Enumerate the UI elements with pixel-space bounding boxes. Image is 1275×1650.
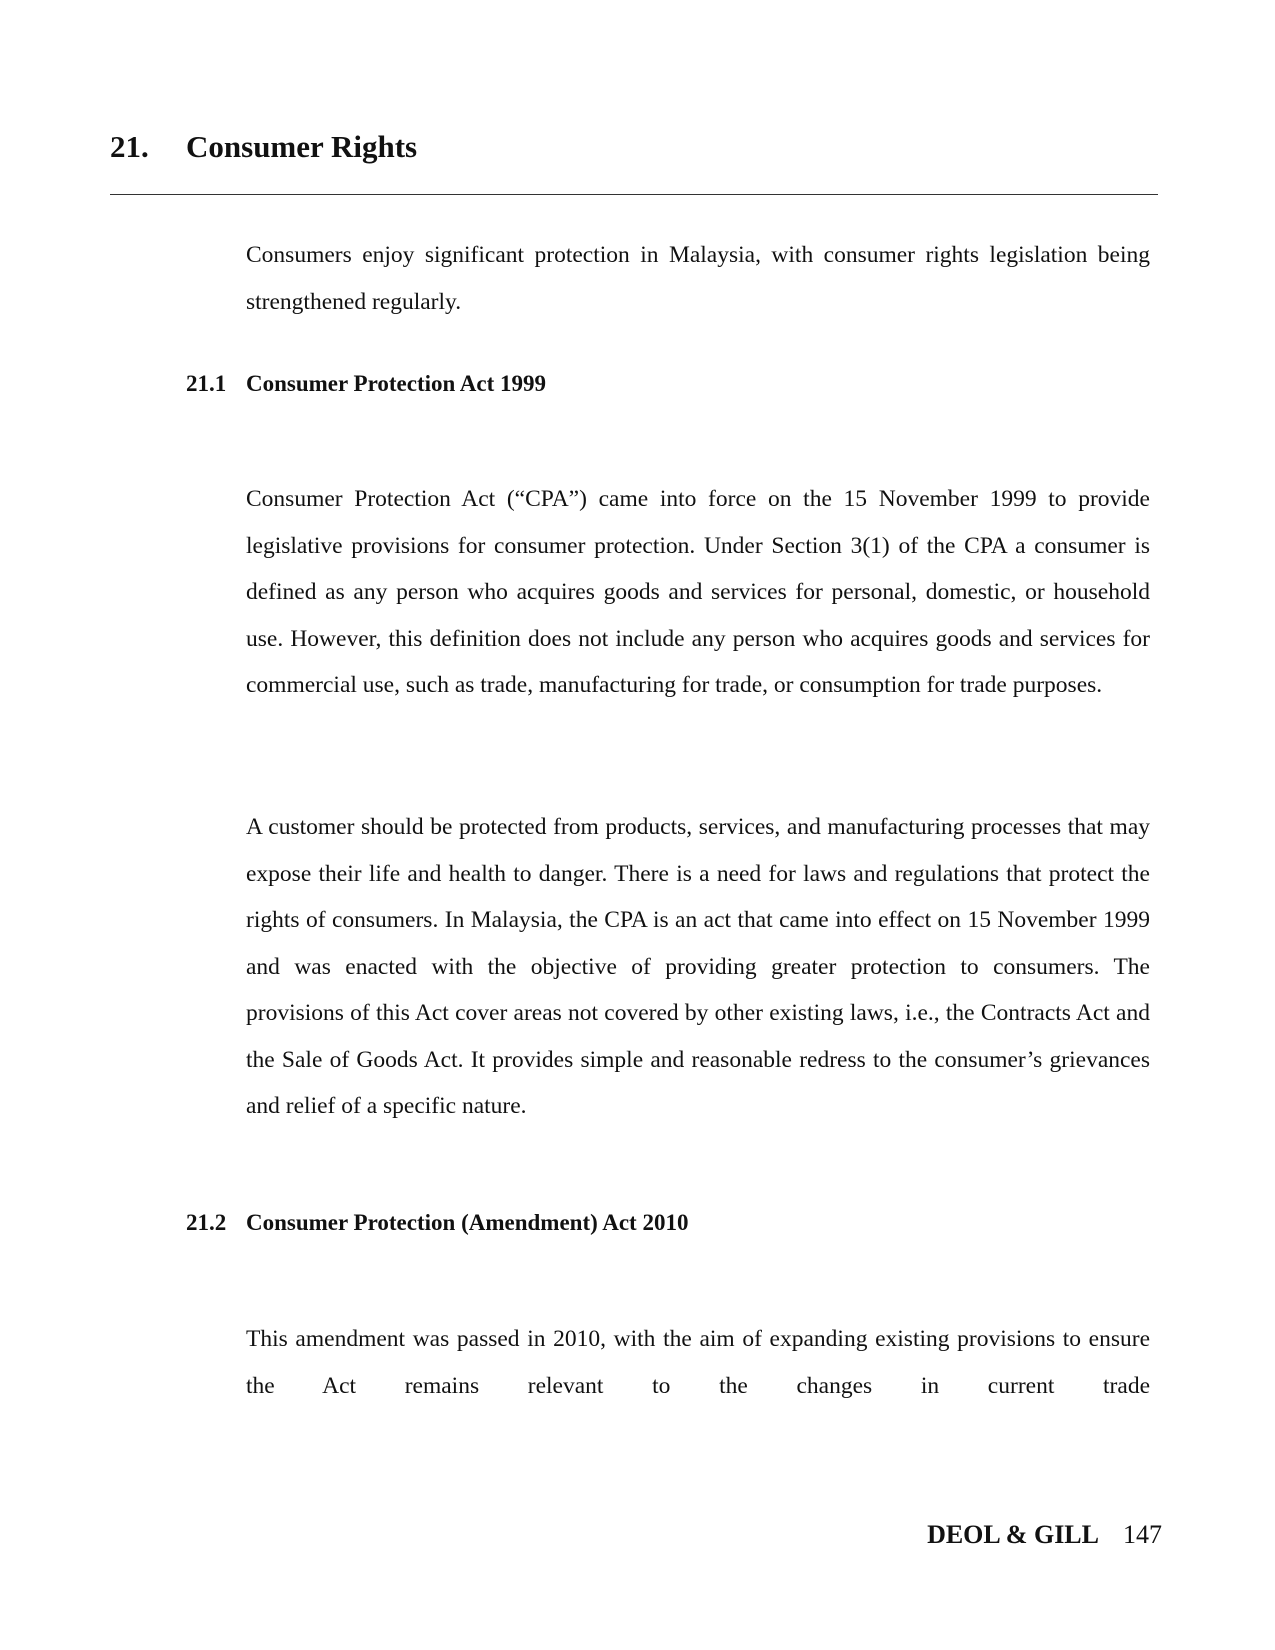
- section-21-2-paragraph-1: This amendment was passed in 2010, with the aim of expanding existing provisions to ensure the Act remains relevant to the changes in current trade: [246, 1326, 1150, 1399]
- section-21-1-paragraph-1: Consumer Protection Act (“CPA”) came into force on the 15 November 1999 to provide legislative provisions for consumer protection. Under Section 3(1) of the CPA a consumer is defined as any person who acquires goods and services for personal, domestic, or household use. However, this definition does not include any person who acquires goods and services for commercial use, such as trade, manufacturing for trade, or consumption for trade purposes.: [246, 486, 1150, 698]
- footer-firm-name: DEOL & GILL: [927, 1520, 1099, 1549]
- chapter-title-text: Consumer Rights: [186, 129, 418, 164]
- section-title: Consumer Protection Act 1999: [246, 371, 547, 396]
- section-title: Consumer Protection (Amendment) Act 2010: [246, 1210, 689, 1235]
- chapter-title: [110, 128, 417, 165]
- chapter-number: 21.: [110, 129, 149, 164]
- section-heading-21-2: [186, 1209, 688, 1237]
- section-21-1-paragraph-2: A customer should be protected from products, services, and manufacturing processes that may expose their life and health to danger. There is a need for laws and regulations that protect the rights of consumers. In Malaysia, the CPA is an act that came into effect on 15 November 1999 and was enacted with the objective of providing greater protection to consumers. The provisions of this Act cover areas not covered by other existing laws, i.e., the Contracts Act and the Sale of Goods Act. It provides simple and reasonable redress to the consumer’s grievances and relief of a specific nature.: [246, 814, 1150, 1119]
- intro-paragraph: Consumers enjoy significant protection in Malaysia, with consumer rights legislation being strengthened regularly.: [246, 242, 1150, 315]
- page-footer: [927, 1519, 1162, 1550]
- section-heading-21-1: [186, 370, 546, 398]
- title-divider: [110, 194, 1158, 195]
- page-number: 147: [1123, 1520, 1162, 1549]
- section-number: 21.1: [186, 371, 227, 396]
- section-number: 21.2: [186, 1210, 227, 1235]
